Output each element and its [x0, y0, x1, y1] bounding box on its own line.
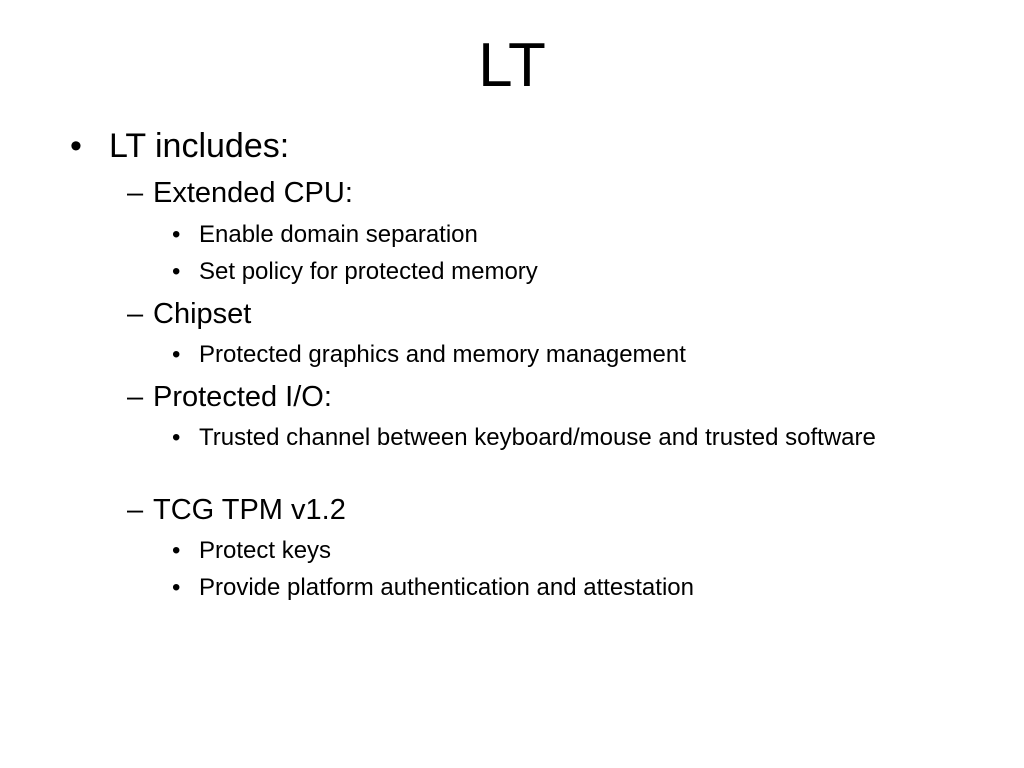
item-protect-keys: Protect keys [199, 537, 332, 564]
item-enable-domain-separation: Enable domain separation [199, 221, 478, 248]
item-set-policy: Set policy for protected memory [199, 258, 538, 285]
bullet-marker: • [172, 221, 181, 248]
subheading-tcg-tpm: TCG TPM v1.2 [153, 494, 346, 526]
bullet-marker: • [172, 258, 181, 285]
bullet-marker: • [172, 537, 181, 564]
dash-marker: – [127, 177, 144, 209]
subheading-extended-cpu: Extended CPU: [153, 177, 353, 209]
item-trusted-channel: Trusted channel between keyboard/mouse and trusted software [199, 424, 876, 451]
dash-marker: – [127, 298, 144, 330]
item-protected-graphics: Protected graphics and memory management [199, 341, 686, 368]
bullet-marker: • [172, 574, 181, 601]
subheading-chipset: Chipset [153, 298, 252, 330]
dash-marker: – [127, 381, 144, 413]
item-platform-authentication: Provide platform authentication and attestation [199, 574, 694, 601]
bullet-marker: • [172, 424, 181, 451]
slide-title: LT [478, 31, 546, 100]
dash-marker: – [127, 494, 144, 526]
bullet-marker: • [172, 341, 181, 368]
bullet-lt-includes: LT includes: [109, 127, 290, 165]
bullet-marker: • [70, 127, 82, 165]
subheading-protected-io: Protected I/O: [153, 381, 332, 413]
